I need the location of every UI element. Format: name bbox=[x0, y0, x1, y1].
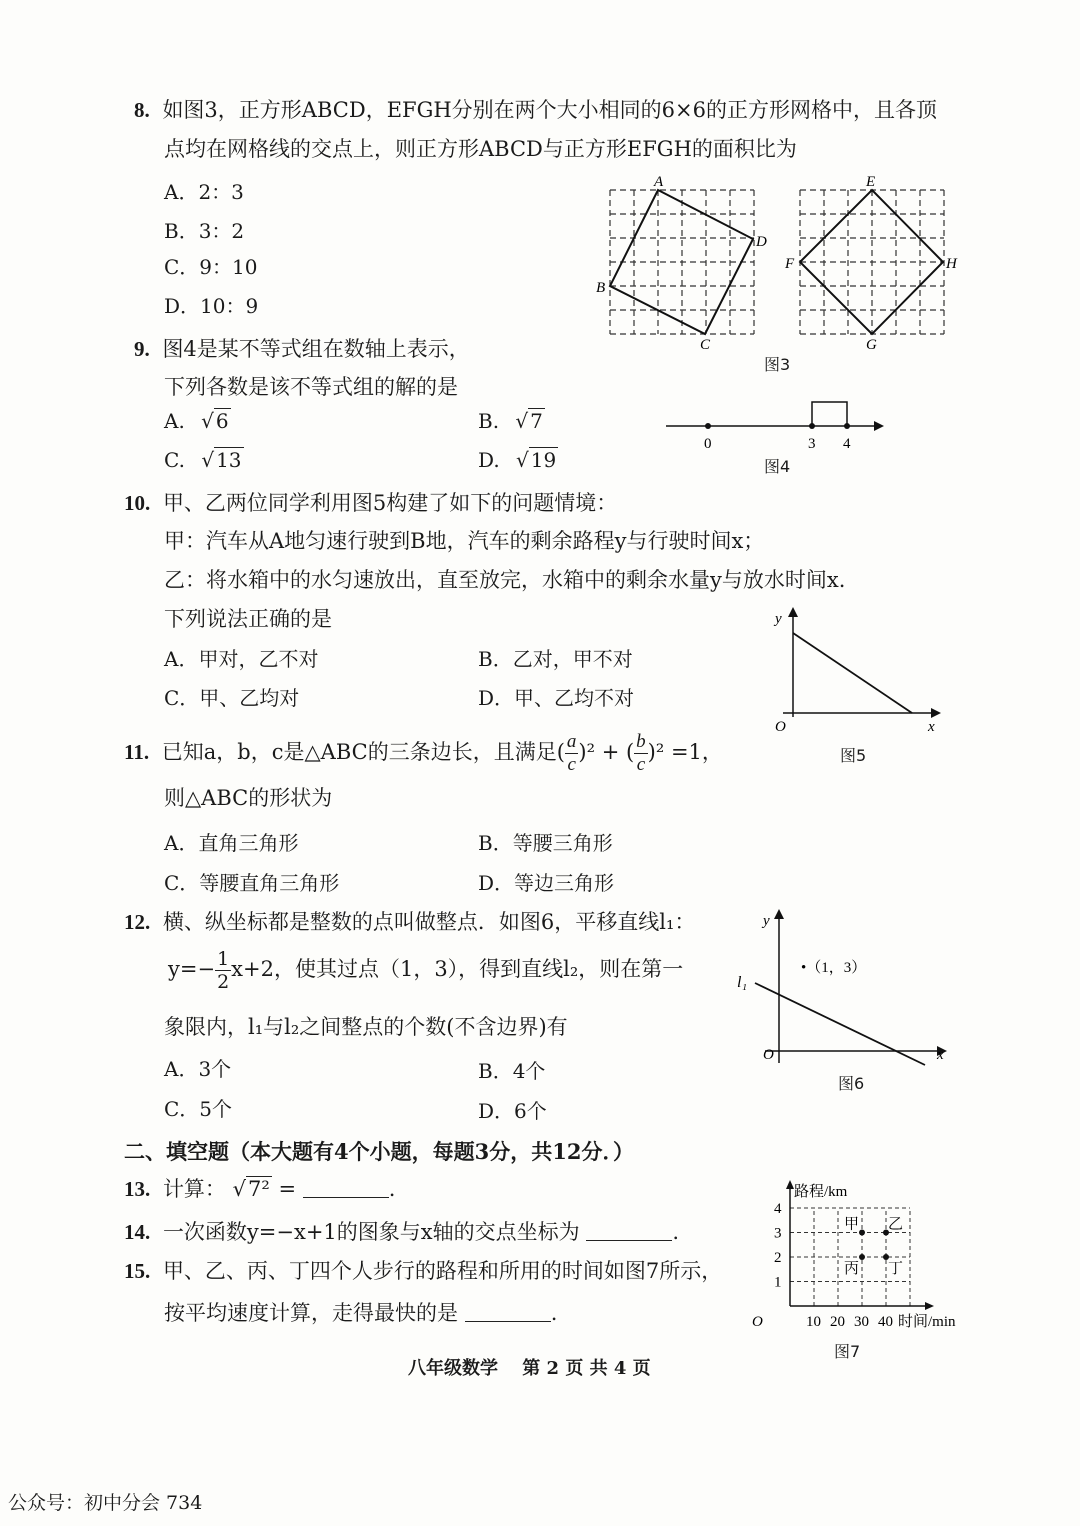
q12-frac-top: 1 bbox=[217, 948, 230, 970]
axis-label-origin: O bbox=[775, 719, 786, 735]
q11-line2: 则△ABC的形状为 bbox=[164, 786, 333, 810]
q14-period: . bbox=[672, 1220, 680, 1244]
chart-y-tick-label: 4 bbox=[774, 1201, 782, 1217]
chart-point-label: 乙 bbox=[888, 1216, 904, 1233]
axis-label-y: y bbox=[775, 611, 782, 627]
q12-frac-bottom: 2 bbox=[217, 971, 230, 993]
q15-line1 bbox=[124, 1258, 722, 1284]
figure-6 bbox=[735, 905, 955, 1070]
sqrt-icon: √ 6 bbox=[201, 409, 229, 433]
chart-x-tick-label: 20 bbox=[830, 1314, 845, 1330]
arrow-right-icon bbox=[925, 1302, 934, 1310]
q12-option-a: A．3个 bbox=[164, 1057, 232, 1081]
q8-option-c: C．9：10 bbox=[164, 255, 258, 279]
q9-option-d-radicand: 19 bbox=[530, 448, 557, 472]
q9-option-a-letter: A. bbox=[164, 409, 185, 433]
q11-option-d: D．等边三角形 bbox=[478, 871, 615, 895]
q9-option-a bbox=[164, 408, 231, 434]
chart-point bbox=[883, 1254, 889, 1260]
q11-option-a: A．直角三角形 bbox=[164, 831, 299, 855]
q9-option-a-radicand: 6 bbox=[215, 409, 229, 433]
q10-line4: 下列说法正确的是 bbox=[164, 607, 332, 631]
q12-eq-post: x+2，使其过点（1，3），得到直线l₂，则在第一 bbox=[231, 957, 684, 981]
tick-label-3: 3 bbox=[808, 436, 816, 452]
chart-point-label: 甲 bbox=[844, 1216, 860, 1233]
q9-option-d bbox=[478, 447, 558, 473]
q14-line bbox=[124, 1219, 679, 1245]
q12-stem: 横、纵坐标都是整数的点叫做整点．如图6，平移直线l₁： bbox=[162, 910, 696, 934]
q9-option-c-radicand: 13 bbox=[216, 448, 242, 472]
q8-option-a: A．2：3 bbox=[164, 180, 244, 204]
watermark: 公众号：初中分会 734 bbox=[8, 1492, 203, 1514]
q8-option-d: D．10：9 bbox=[164, 294, 259, 318]
grid-efgh bbox=[800, 190, 944, 334]
chart-x-tick-label: 30 bbox=[854, 1314, 869, 1330]
tick-label-4: 4 bbox=[843, 436, 851, 452]
axis-label-x: x bbox=[928, 719, 935, 735]
q12-number: 12. bbox=[124, 910, 151, 934]
arrow-right-icon bbox=[874, 421, 884, 431]
label-f: F bbox=[785, 256, 795, 272]
chart-x-label: 时间/min bbox=[898, 1314, 956, 1330]
label-g: G bbox=[866, 337, 877, 353]
q10-option-a: A．甲对，乙不对 bbox=[164, 647, 319, 671]
q10-line3: 乙：将水箱中的水匀速放出，直至放完，水箱中的剩余水量y与放水时间x. bbox=[164, 568, 846, 592]
q15-line2 bbox=[164, 1300, 557, 1326]
q12-option-d: D．6个 bbox=[478, 1099, 547, 1123]
q9-line2: 下列各数是该不等式组的解的是 bbox=[164, 375, 458, 399]
chart-x-tick-label: 40 bbox=[878, 1314, 893, 1330]
q9-option-b-letter: B. bbox=[478, 409, 500, 433]
q11-fraction-b-over-c bbox=[634, 731, 648, 776]
q9-line1 bbox=[134, 336, 470, 362]
q12-eq-pre: y=− bbox=[168, 957, 216, 981]
q12-option-b: B．4个 bbox=[478, 1059, 546, 1083]
chart-point-label: 丁 bbox=[888, 1261, 904, 1277]
label-h: H bbox=[946, 256, 957, 272]
q11-frac1-bottom: c bbox=[567, 754, 576, 775]
q11-option-b: B．等腰三角形 bbox=[478, 831, 613, 855]
q14-number: 14. bbox=[124, 1220, 151, 1244]
q9-option-c bbox=[164, 447, 244, 473]
axis-label-y: y bbox=[763, 913, 770, 929]
q13-number: 13. bbox=[124, 1177, 151, 1201]
axis-label-origin: O bbox=[763, 1047, 774, 1063]
sqrt-icon: √ 19 bbox=[516, 448, 557, 472]
q13-equals: = bbox=[278, 1177, 297, 1201]
q9-option-b-radicand: 7 bbox=[530, 409, 543, 433]
q10-line1 bbox=[124, 490, 617, 516]
figure-5 bbox=[765, 605, 945, 735]
q13-radicand: 7² bbox=[248, 1177, 270, 1201]
graph-line bbox=[793, 633, 912, 713]
arrow-up-icon bbox=[788, 607, 798, 617]
q12-line1 bbox=[124, 909, 695, 935]
q11-stem-pre: 已知a，b，c是△ABC的三条边长，且满足( bbox=[161, 740, 565, 764]
figure-6-caption: 图6 bbox=[838, 1074, 865, 1093]
figure-5-caption: 图5 bbox=[840, 746, 867, 765]
chart-point bbox=[859, 1230, 865, 1236]
chart-point-label: 丙 bbox=[844, 1261, 860, 1277]
arrow-up-icon bbox=[786, 1180, 794, 1189]
arrow-up-icon bbox=[774, 909, 784, 919]
sqrt-icon: √ 7 bbox=[515, 409, 543, 433]
q10-number: 10. bbox=[124, 491, 151, 515]
label-a: A bbox=[654, 174, 664, 190]
chart-y-tick-label: 3 bbox=[774, 1225, 782, 1242]
arrow-right-icon bbox=[931, 708, 941, 718]
q9-stem: 图4是某不等式组在数轴上表示， bbox=[162, 337, 470, 361]
chart-y-tick-label: 1 bbox=[774, 1274, 782, 1291]
figure-7-chart bbox=[748, 1178, 968, 1333]
q12-line2 bbox=[168, 948, 683, 993]
q15-answer-blank[interactable] bbox=[465, 1303, 551, 1322]
grid-abcd bbox=[610, 190, 754, 334]
q8-stem: 如图3，正方形ABCD，EFGH分别在两个大小相同的6×6的正方形网格中，且各顶 bbox=[162, 98, 937, 122]
q9-number: 9. bbox=[134, 337, 150, 361]
figure-7-caption: 图7 bbox=[834, 1342, 861, 1361]
q10-option-d: D．甲、乙均不对 bbox=[478, 686, 635, 710]
q11-option-c: C．等腰直角三角形 bbox=[164, 871, 340, 895]
q15-stem: 甲、乙、丙、丁四个人步行的路程和所用的时间如图7所示， bbox=[162, 1259, 723, 1283]
figure-3-caption: 图3 bbox=[764, 355, 791, 374]
chart-y-label: 路程/km bbox=[794, 1184, 848, 1200]
q11-number: 11. bbox=[124, 740, 150, 764]
q13-answer-blank[interactable] bbox=[303, 1179, 389, 1198]
tick-label-0: 0 bbox=[704, 436, 712, 452]
chart-y-tick-label: 2 bbox=[774, 1250, 782, 1266]
q12-option-c: C．5个 bbox=[164, 1097, 233, 1121]
section-2-heading: 二、填空题（本大题有4个小题，每题3分，共12分．） bbox=[124, 1139, 634, 1164]
q10-stem: 甲、乙两位同学利用图5构建了如下的问题情境： bbox=[162, 491, 618, 515]
q9-option-d-letter: D. bbox=[478, 448, 500, 472]
line-l1 bbox=[755, 983, 925, 1065]
figure-3 bbox=[590, 172, 970, 377]
q11-frac1-top: a bbox=[566, 731, 577, 752]
q13-text: 计算： bbox=[162, 1177, 226, 1201]
sqrt-icon: √ 13 bbox=[201, 448, 242, 472]
q10-option-b: B．乙对，甲不对 bbox=[478, 647, 633, 671]
q13-line bbox=[124, 1176, 395, 1202]
label-e: E bbox=[866, 174, 876, 190]
q10-option-c: C．甲、乙均对 bbox=[164, 686, 300, 710]
sqrt-icon: √7² bbox=[232, 1177, 270, 1201]
q9-option-c-letter: C. bbox=[164, 448, 185, 472]
q10-line2: 甲：汽车从A地匀速行驶到B地，汽车的剩余路程y与行驶时间x； bbox=[164, 529, 765, 553]
q11-frac2-bottom: c bbox=[636, 754, 646, 775]
q15-stem2: 按平均速度计算，走得最快的是 bbox=[164, 1301, 458, 1325]
q12-fraction-one-half bbox=[215, 948, 231, 993]
q14-text: 一次函数y=−x+1的图象与x轴的交点坐标为 bbox=[162, 1220, 580, 1244]
line-label-l1: l₁ bbox=[737, 974, 748, 991]
label-c: C bbox=[700, 337, 711, 353]
label-d: D bbox=[756, 234, 767, 250]
q15-number: 15. bbox=[124, 1259, 151, 1283]
q11-line1 bbox=[124, 731, 723, 776]
q8-number: 8. bbox=[134, 98, 150, 122]
q14-answer-blank[interactable] bbox=[586, 1222, 672, 1241]
q12-line3: 象限内，l₁与l₂之间整点的个数(不含边界)有 bbox=[164, 1015, 568, 1039]
chart-point bbox=[859, 1254, 865, 1260]
point-label: •（1，3） bbox=[801, 960, 867, 976]
solution-bracket bbox=[812, 402, 847, 426]
chart-x-tick-label: 10 bbox=[806, 1314, 821, 1330]
tick-dot-0 bbox=[705, 423, 711, 429]
q8-line1 bbox=[134, 97, 937, 123]
figure-4-caption: 图4 bbox=[764, 457, 791, 476]
q11-stem-mid: )² + ( bbox=[578, 740, 635, 764]
page-footer: 八年级数学 第 2 页 共 4 页 bbox=[408, 1358, 651, 1379]
q11-frac2-top: b bbox=[636, 731, 646, 752]
chart-origin-label: O bbox=[752, 1314, 763, 1330]
q9-option-b bbox=[478, 408, 545, 434]
q11-stem-post: )² =1， bbox=[647, 740, 723, 764]
axis-label-x: x bbox=[937, 1047, 944, 1063]
q13-period: . bbox=[388, 1177, 396, 1201]
label-b: B bbox=[596, 280, 606, 296]
q8-line2: 点均在网格线的交点上，则正方形ABCD与正方形EFGH的面积比为 bbox=[164, 137, 797, 161]
q11-fraction-a-over-c bbox=[565, 731, 579, 776]
q15-period: . bbox=[550, 1301, 558, 1325]
figure-4 bbox=[660, 396, 890, 456]
q8-option-b: B．3：2 bbox=[164, 219, 245, 243]
